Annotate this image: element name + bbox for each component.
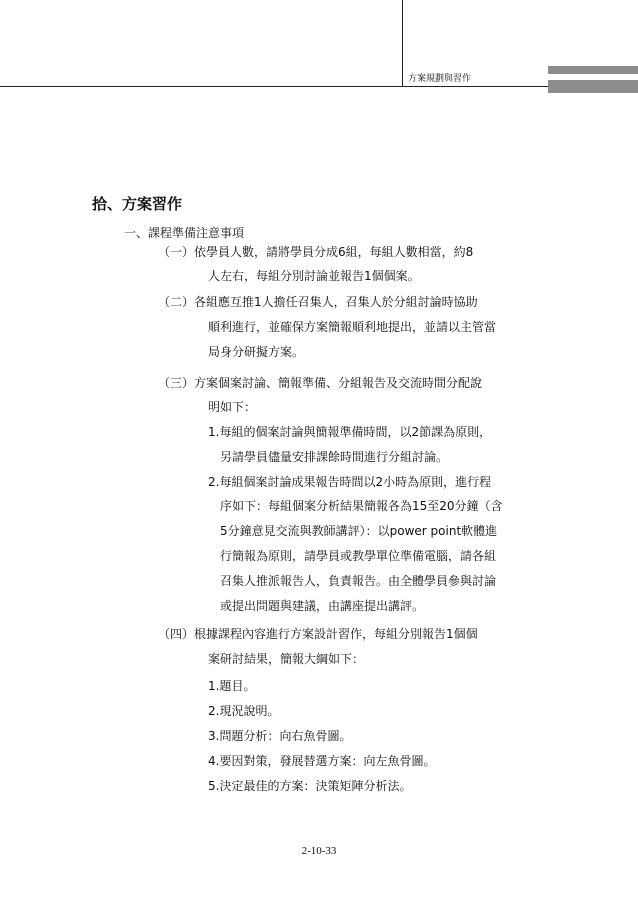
header-vertical-rule [402, 0, 403, 86]
item-line: 人左右，每組分別討論並報告1個個案。 [208, 269, 420, 283]
item-line: 或提出問題與建議，由講座提出講評。 [220, 599, 425, 613]
running-header-title: 方案規劃與習作 [408, 74, 472, 84]
item-line: 局身分研擬方案。 [208, 345, 305, 359]
item-line: 5分鐘意見交流與教師講評）：以power point軟體進 [220, 524, 498, 538]
item-line: （一）依學員人數，請將學員分成6組，每組人數相當，約8 [158, 245, 474, 259]
item-line: 順利進行，並確保方案簡報順利地提出，並請以主管當 [208, 320, 497, 334]
item-line: 1.題目。 [208, 679, 256, 693]
header-gray-bar-bottom [548, 80, 638, 93]
item-line: 另請學員儘量安排課餘時間進行分組討論。 [220, 450, 449, 464]
item-line: （四）根據課程內容進行方案設計習作，每組分別報告1個個 [158, 627, 478, 641]
subsection-title: 一、課程準備注意事項 [124, 226, 245, 240]
section-title: 拾、方案習作 [92, 195, 183, 213]
item-line: 3.問題分析：向右魚骨圖。 [208, 729, 352, 743]
item-line: 行簡報為原則，請學員或教學單位準備電腦，請各組 [220, 549, 497, 563]
item-line: （三）方案個案討論、簡報準備、分組報告及交流時間分配說 [158, 376, 483, 390]
item-line: 序如下：每組個案分析結果簡報各為15至20分鐘（含 [220, 499, 503, 513]
header-gray-bar-top [548, 66, 638, 74]
item-line: 1.每組的個案討論與簡報準備時間，以2節課為原則， [208, 425, 492, 439]
item-line: 2.現況說明。 [208, 704, 280, 718]
item-line: 召集人推派報告人，負責報告。由全體學員參與討論 [220, 574, 497, 588]
item-line: 5.決定最佳的方案：決策矩陣分析法。 [208, 779, 412, 793]
header-horizontal-rule [0, 86, 548, 87]
page-number: 2-10-33 [301, 845, 337, 857]
item-line: 案研討結果，簡報大綱如下： [208, 652, 365, 666]
item-line: 4.要因對策，發展替選方案：向左魚骨圖。 [208, 754, 436, 768]
item-line: 2.每組個案討論成果報告時間以2小時為原則，進行程 [208, 475, 492, 489]
item-line: 明如下： [208, 400, 257, 414]
item-line: （二）各組應互推1人擔任召集人，召集人於分組討論時協助 [158, 295, 478, 309]
